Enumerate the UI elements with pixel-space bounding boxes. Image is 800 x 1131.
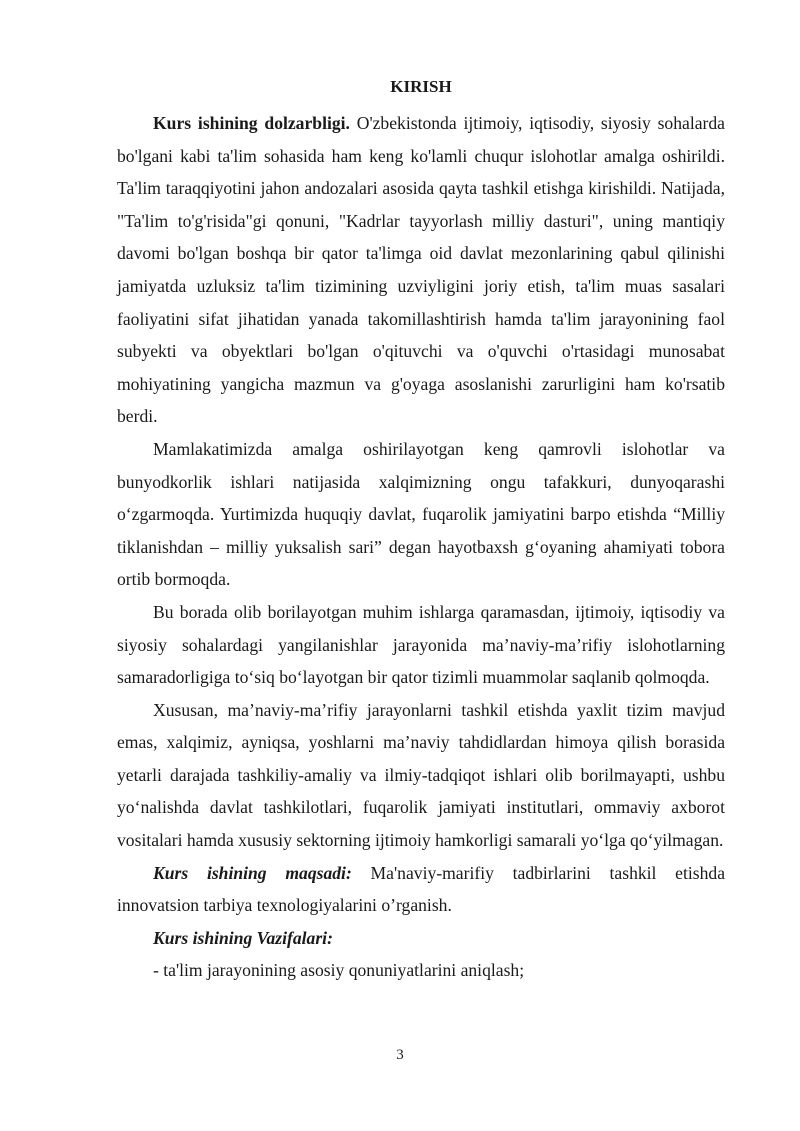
paragraph-text: Xususan, ma’naviy-ma’rifiy jarayonlarni tashkil etishda yaxlit tizim mavjud emas, xalqimiz, ayniqsa, yoshlarni ma’naviy tahdidlardan himoya qilish borasida yetarli darajada tashkiliy-amaliy va ilmiy-tadqiqot ishlari olib borilmayapti, ushbu yo‘nalishda davlat tashkilotlari, fuqarolik jamiyati institutlari, ommaviy axborot vositalari hamda xususiy sektorning ijtimoiy hamkorligi samarali yo‘lga qo‘yilmagan. <box>117 699 725 851</box>
paragraph-lead: Kurs ishining maqsadi: <box>153 862 352 883</box>
paragraph-lead: Kurs ishining Vazifalari: <box>153 927 333 948</box>
paragraph-text: Ma'naviy-marifiy tadbirlarini tashkil etishda innovatsion tarbiya texnologiyalarini o’rganish. <box>117 862 725 916</box>
paragraph-text: O'zbekistonda ijtimoiy, iqtisodiy, siyosiy sohalarda bo'lgani kabi ta'lim sohasida ham keng ko'lamli chuqur islohotlar amalga oshirildi. Ta'lim taraqqiyotini jahon andozalari asosida qayta tashkil etishga kirishildi. Natijada, "Ta'lim to'g'risida"gi qonuni, "Kadrlar tayyorlash milliy dasturi", uning mantiqiy davomi bo'lgan boshqa bir qator ta'limga oid davlat mezonlarining qabul qilinishi jamiyatda uzluksiz ta'lim tizimining uzviyligini joriy etish, ta'lim muas sasalari faoliyatini sifat jihatidan yanada takomillashtirish hamda ta'lim jarayonining faol subyekti va obyektlari bo'lgan o'qituvchi va o'quvchi o'rtasidagi munosabat mohiyatining yangicha mazmun va g'oyaga asoslanishi zarurligini ham ko'rsatib berdi. <box>117 113 725 427</box>
paragraph-task-item <box>117 954 725 987</box>
document-page <box>117 76 725 987</box>
page-number: 3 <box>396 1047 404 1063</box>
paragraph-spiritual <box>117 694 725 857</box>
paragraph-problems <box>117 596 725 694</box>
paragraph-text: Mamlakatimizda amalga oshirilayotgan keng qamrovli islohotlar va bunyodkorlik ishlari natijasida xalqimizning ongu tafakkuri, dunyoqarashi o‘zgarmoqda. Yurtimizda huquqiy davlat, fuqarolik jamiyatini barpo etishda “Milliy tiklanishdan – milliy yuksalish sari” degan hayotbaxsh g‘oyaning ahamiyati tobora ortib bormoqda. <box>117 438 725 590</box>
paragraph-tasks-heading <box>117 922 725 955</box>
paragraph-goal <box>117 857 725 922</box>
paragraph-text: Bu borada olib borilayotgan muhim ishlarga qaramasdan, ijtimoiy, iqtisodiy va siyosiy sohalardagi yangilanishlar jarayonida ma’naviy-ma’rifiy islohotlarning samaradorligiga to‘siq bo‘layotgan bir qator tizimli muammolar saqlanib qolmoqda. <box>117 601 725 688</box>
paragraph-lead: Kurs ishining dolzarbligi. <box>153 113 350 133</box>
paragraph-reforms <box>117 433 725 596</box>
paragraph-text: - ta'lim jarayonining asosiy qonuniyatlarini aniqlash; <box>153 960 525 981</box>
paragraph-relevance <box>117 107 725 433</box>
page-heading: KIRISH <box>390 77 452 96</box>
